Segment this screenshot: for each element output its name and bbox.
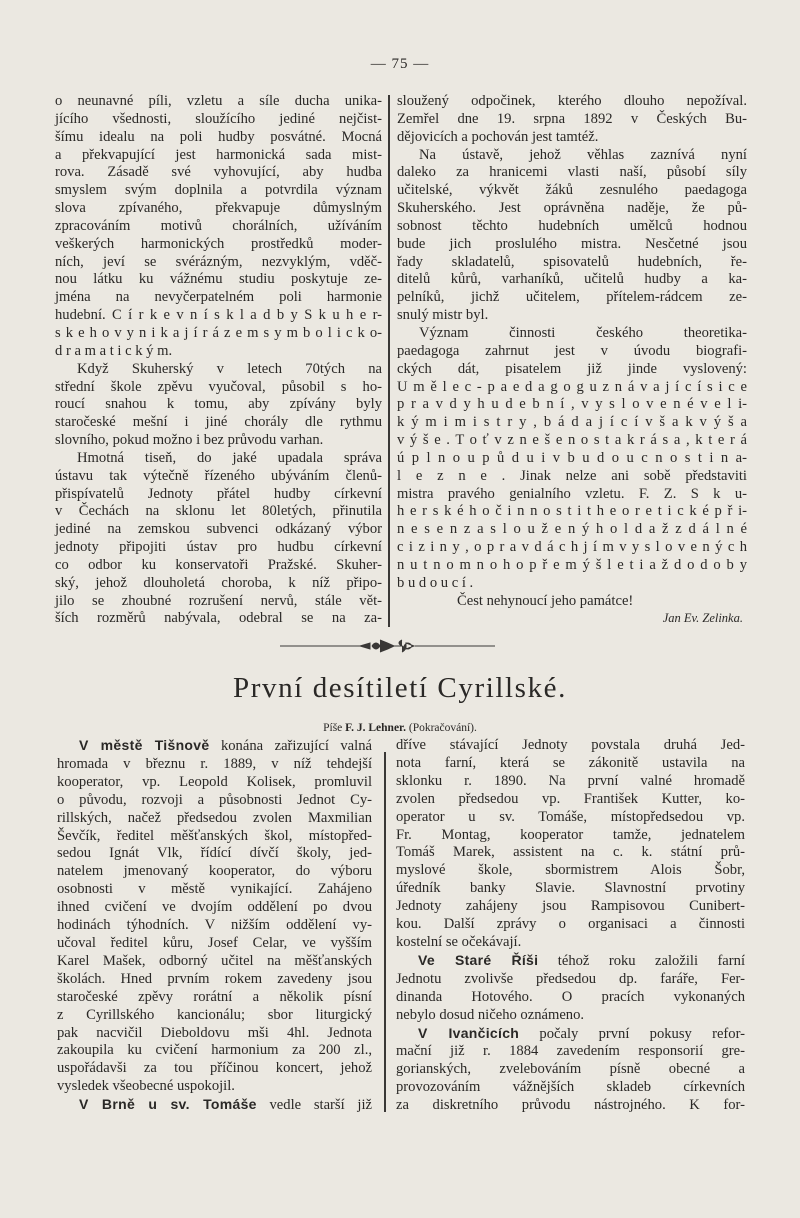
line-text: pelníků, jichž učitelem, přítelem-rádcem ze- bbox=[397, 289, 747, 306]
text-line bbox=[397, 379, 747, 397]
text-line bbox=[57, 810, 372, 828]
text-line bbox=[397, 325, 747, 343]
paragraph bbox=[397, 325, 747, 593]
line-text: o neunavné píli, vzletu a síle ducha unika- bbox=[55, 93, 382, 109]
line-text: provozováním vážnějších skladeb církevních bbox=[396, 1079, 745, 1096]
line-text: hromada v březnu r. 1889, v níž tehdejší bbox=[57, 755, 372, 772]
text-line bbox=[57, 774, 372, 792]
top-left-column bbox=[55, 93, 382, 628]
paragraph-lead: Ve Staré Říši bbox=[418, 951, 539, 968]
text-line bbox=[55, 539, 382, 557]
text-line bbox=[57, 1042, 372, 1060]
text-line bbox=[397, 343, 747, 361]
bottom-left-column bbox=[57, 737, 372, 1115]
paragraph bbox=[396, 952, 745, 1025]
line-text: počaly první pokusy refor- bbox=[519, 1025, 746, 1042]
text-line bbox=[397, 93, 747, 111]
text-line bbox=[396, 737, 745, 755]
text-line bbox=[57, 953, 372, 971]
text-line bbox=[396, 862, 745, 880]
text-line bbox=[57, 863, 372, 881]
section-ornament-icon bbox=[280, 636, 495, 656]
line-text: s k e h o v y n i k a j í r á z e m s y m b o l i c k o- bbox=[55, 324, 382, 341]
text-line bbox=[57, 989, 372, 1007]
line-text: šímu idealu na poli hudby posvátné. Mocná bbox=[55, 128, 382, 145]
text-line bbox=[396, 755, 745, 773]
text-line bbox=[396, 827, 745, 845]
text-line bbox=[55, 593, 382, 611]
text-line bbox=[55, 557, 382, 575]
text-line bbox=[396, 1025, 745, 1044]
text-line bbox=[397, 539, 747, 557]
text-line bbox=[57, 971, 372, 989]
line-text: U m ě l e c - p a e d a g o g u z n á v a j í c í s i c e bbox=[397, 378, 747, 395]
line-text: za diskretního průvodu nástrojného. K for- bbox=[396, 1097, 745, 1114]
text-line bbox=[55, 254, 382, 272]
text-line bbox=[397, 432, 747, 450]
line-text: sloužený odpočinek, kterého dlouho nepožíval. bbox=[397, 93, 747, 109]
line-text: n e s e n z a s l o u ž e n ý h o l d a ž z d á l n é bbox=[397, 521, 747, 538]
top-right-column bbox=[397, 93, 747, 628]
line-text: a překvapující jest harmonická sada mist- bbox=[55, 146, 382, 163]
paragraph-lead: V Brně u sv. Tomáše bbox=[79, 1096, 257, 1113]
text-line bbox=[57, 792, 372, 810]
line-text: zpracováním motivů chorálních, užíváním bbox=[55, 217, 382, 234]
paragraph bbox=[57, 737, 372, 1096]
text-line bbox=[397, 271, 747, 289]
line-text: konána zařizující valná bbox=[209, 738, 372, 754]
text-line bbox=[57, 917, 372, 935]
line-text: operator u sv. Tomáše, místopředsedou vp. bbox=[396, 808, 745, 825]
line-text: bude jich proslulého mistra. Nesčetné jsou bbox=[397, 235, 747, 252]
text-line bbox=[55, 503, 382, 521]
text-line bbox=[397, 503, 747, 521]
text-line bbox=[396, 934, 745, 952]
line-text: hodinách týhodních. V nižším oddělení vy- bbox=[57, 917, 372, 934]
text-line bbox=[55, 343, 382, 361]
paragraph bbox=[396, 737, 745, 952]
line-text: rillských, načež předsedou zvolen Maxmilian bbox=[57, 809, 372, 826]
text-line bbox=[55, 271, 382, 289]
text-line bbox=[397, 414, 747, 432]
line-text: ú p l n o u p ů d u i v b u d o u c n o s t i n a- bbox=[397, 449, 747, 466]
line-text: Fr. Montag, kooperator tamže, jednatelem bbox=[396, 826, 745, 843]
text-line bbox=[397, 521, 747, 539]
line-text: ditelů kůrů, varhaníků, učitelů hudby a ka- bbox=[397, 271, 747, 288]
text-line bbox=[396, 844, 745, 862]
text-line bbox=[57, 845, 372, 863]
text-line bbox=[57, 1025, 372, 1043]
paragraph bbox=[57, 1096, 372, 1115]
line-text: Jednoty zahájeny jsou Rampisovou Cunibert- bbox=[396, 898, 745, 915]
byline-prefix: Píše bbox=[323, 722, 343, 734]
line-text: rova. Zásadě své vyhovující, aby hudba bbox=[55, 164, 382, 181]
line-text: hudební. C í r k e v n í s k l a d b y S k u h e r- bbox=[55, 307, 382, 324]
text-line bbox=[397, 450, 747, 468]
text-line bbox=[396, 1079, 745, 1097]
author-signature: Jan Ev. Zelinka. bbox=[662, 611, 743, 626]
text-line bbox=[55, 361, 382, 379]
line-text: ústavu tak výtečně řízeného ubýváním členů- bbox=[55, 467, 382, 484]
line-text: střední škole zpěvu vyučoval, působil s ho- bbox=[55, 378, 382, 395]
text-line bbox=[55, 307, 382, 325]
text-line bbox=[55, 200, 382, 218]
text-line bbox=[55, 164, 382, 182]
text-line bbox=[55, 468, 382, 486]
text-line bbox=[55, 396, 382, 414]
line-text: ckých dát, pisatelem již jinde vyslovený: bbox=[397, 360, 747, 377]
article-title: První desítiletí Cyrillské. bbox=[233, 672, 567, 704]
text-line bbox=[396, 898, 745, 916]
column-divider bbox=[388, 95, 390, 627]
text-line bbox=[57, 1007, 372, 1025]
text-line bbox=[397, 307, 747, 325]
paragraph bbox=[396, 1025, 745, 1116]
text-line bbox=[397, 236, 747, 254]
text-line bbox=[397, 200, 747, 218]
line-text: v Čechách na sklonu let 80letých, přinutila bbox=[55, 503, 382, 520]
closing-line: Čest nehynoucí jeho památce! bbox=[457, 592, 634, 609]
line-text: v ý š e . T o ť v z n e š e n o s t a k r á s a , k t e r á bbox=[397, 432, 747, 449]
line-text: n u t n o m n o h o p ř e m ý š l e t i a ž d o d o b y bbox=[397, 556, 747, 573]
text-line bbox=[396, 791, 745, 809]
text-line bbox=[57, 881, 372, 899]
paragraph bbox=[55, 93, 382, 361]
line-text: Skuherského. Jest oprávněna naděje, že pů- bbox=[397, 200, 747, 217]
line-text: nebylo dosud ničeho oznámeno. bbox=[396, 1006, 585, 1023]
line-text: sklonku r. 1890. Na první valné hromadě bbox=[396, 772, 745, 789]
line-text: Hmotná tiseň, do jaké upadala správa bbox=[77, 449, 382, 466]
text-line bbox=[396, 989, 745, 1007]
line-text: ihned cvičení ve dvojím oddělení po dvou bbox=[57, 899, 372, 916]
text-line bbox=[396, 773, 745, 791]
line-text: mační již r. 1884 zavedením responsorií gre- bbox=[396, 1043, 745, 1060]
text-line bbox=[55, 325, 382, 343]
text-line bbox=[55, 111, 382, 129]
text-line bbox=[396, 971, 745, 989]
text-line bbox=[396, 952, 745, 971]
byline-author: F. J. Lehner. bbox=[345, 722, 406, 734]
line-text: dějovicích a pochován jest tamtéž. bbox=[397, 128, 599, 145]
line-text: p r a v d y h u d e b n í , v y s l o v e n é v e l i- bbox=[397, 396, 747, 413]
text-line bbox=[397, 557, 747, 575]
line-text: sedou Ignát Vlk, řídící dívčí školy, jed- bbox=[57, 845, 372, 862]
paragraph bbox=[55, 361, 382, 450]
text-line bbox=[55, 289, 382, 307]
text-line bbox=[57, 828, 372, 846]
line-text: Karel Mašek, odborný učitel na měšťanských bbox=[57, 952, 372, 969]
text-line bbox=[397, 361, 747, 379]
line-text: veškerých harmonických prostředků moder- bbox=[55, 235, 382, 252]
column-divider bbox=[384, 752, 386, 1112]
line-text: zakoupila ku cvičení harmonium za 200 zl., bbox=[57, 1042, 372, 1059]
bottom-right-column bbox=[396, 737, 745, 1115]
text-line bbox=[57, 935, 372, 953]
text-line bbox=[55, 486, 382, 504]
line-text: slovního, pokud možno i bez průvodu varhan. bbox=[55, 432, 324, 449]
line-text: roucí snahou k tomu, aby zpívány byly bbox=[55, 396, 382, 413]
line-text: vysledek všeobecné uspokojil. bbox=[57, 1078, 235, 1095]
line-text: daleko za hranicemi vlasti naší, působí síly bbox=[397, 164, 747, 181]
text-line bbox=[55, 379, 382, 397]
line-text: kou. Další zprávy o organisaci a činnosti bbox=[396, 916, 745, 933]
text-line bbox=[55, 610, 382, 628]
line-text: paedagoga zahrnut jest v úvodu biografi- bbox=[397, 342, 747, 359]
line-text: gorianských, zvelebováním písně obecné a bbox=[396, 1061, 745, 1078]
text-line bbox=[57, 1060, 372, 1078]
text-line bbox=[55, 450, 382, 468]
line-text: kostelní se očekávají. bbox=[396, 933, 522, 950]
paragraph-lead: V městě Tišnově bbox=[79, 737, 210, 753]
line-text: vedle starší již bbox=[256, 1097, 372, 1114]
line-text: nota farní, která se zákonitě ustavila na bbox=[396, 754, 745, 771]
text-line bbox=[396, 1097, 745, 1115]
byline-suffix: (Pokračování). bbox=[408, 722, 477, 734]
line-text: přispívatelů Jednoty přátel hudby církevní bbox=[55, 485, 382, 502]
line-text: k ý m i m i s t r y , b á d a j í c í v š a k v ý š a bbox=[397, 414, 747, 431]
line-text: učoval ředitel kůru, Josef Celar, ve vyšším bbox=[57, 934, 372, 951]
line-text: smyslem svým doplnila a potvrdila význam bbox=[55, 182, 382, 199]
text-line bbox=[55, 218, 382, 236]
line-text: l e z n e . Jinak nelze ani sobě představiti bbox=[397, 467, 747, 484]
line-text: úředník banky Slavie. Slavnostní prvotiny bbox=[396, 880, 745, 897]
line-text: d r a m a t i c k ý m. bbox=[55, 342, 173, 359]
line-text: osobnosti v městě vynikající. Zahájeno bbox=[57, 881, 372, 898]
line-text: z Cyrillského kancionálu; sbor liturgický bbox=[57, 1006, 372, 1023]
paragraph bbox=[55, 450, 382, 628]
text-line bbox=[55, 432, 382, 450]
text-line bbox=[57, 1096, 372, 1115]
line-text: o původu, rozvoji a působnosti Jednot Cy- bbox=[57, 791, 372, 808]
text-line bbox=[55, 93, 382, 111]
line-text: ších rozměrů nabývala, odebral se na za- bbox=[55, 610, 382, 627]
line-text: pak nacvičil Dieboldovu mši 4hl. Jednota bbox=[57, 1024, 372, 1041]
line-text: dinanda Hotového. O pracích vykonaných bbox=[396, 988, 745, 1005]
line-text: řady skladatelů, spisovatelů hudebních, ře- bbox=[397, 253, 747, 270]
line-text: natelem jmenovaný kooperator, do výboru bbox=[57, 863, 372, 880]
text-line bbox=[396, 809, 745, 827]
paragraph-lead: V Ivančicích bbox=[418, 1024, 520, 1041]
line-text: Zemřel dne 19. srpna 1892 v Českých Bu- bbox=[397, 110, 747, 127]
line-text: sobnost těchto hudebních umělců hodnou bbox=[397, 217, 747, 234]
text-line bbox=[397, 396, 747, 414]
text-line bbox=[57, 756, 372, 774]
text-line bbox=[55, 182, 382, 200]
text-line bbox=[397, 575, 747, 593]
line-text: Význam činnosti českého theoretika- bbox=[419, 324, 747, 341]
text-line bbox=[397, 111, 747, 129]
text-line bbox=[397, 468, 747, 486]
line-text: nou látku ku vážnému studiu poskytuje ze- bbox=[55, 271, 382, 288]
line-text: myslové škole, sbormistrem Alois Šobr, bbox=[396, 862, 745, 879]
text-line bbox=[397, 218, 747, 236]
text-line bbox=[396, 1061, 745, 1079]
line-text: jícího všednosti, sloužícího jediné nejčist- bbox=[55, 110, 382, 127]
line-text: Když Skuherský v letech 70tých na bbox=[77, 360, 382, 377]
line-text: zvolen předsedou vp. František Kutter, ko- bbox=[396, 790, 745, 807]
line-text: co odbor ku konservatoři Pražské. Skuher- bbox=[55, 556, 382, 573]
text-line bbox=[397, 182, 747, 200]
text-line bbox=[57, 899, 372, 917]
text-line bbox=[57, 1078, 372, 1096]
paragraph bbox=[397, 147, 747, 325]
text-line bbox=[396, 880, 745, 898]
text-line bbox=[55, 521, 382, 539]
line-text: téhož roku založili farní bbox=[538, 952, 745, 969]
line-text: školách. Hned prvním rokem zavedeny jsou bbox=[57, 970, 372, 987]
line-text: jediné na zemskou subvenci odkázaný výbor bbox=[55, 521, 382, 538]
line-text: kooperator, vp. Leopold Kolisek, promluvil bbox=[57, 773, 372, 790]
line-text: Ševčík, ředitel měšťanských škol, místopřed- bbox=[57, 827, 372, 844]
text-line bbox=[397, 164, 747, 182]
text-line bbox=[55, 236, 382, 254]
line-text: dříve stávající Jednoty povstala druhá Jed- bbox=[396, 737, 745, 753]
line-text: c i z i n y , o p r a v d á c h j í m v y s l o v e n ý c h bbox=[397, 539, 747, 556]
text-line bbox=[397, 254, 747, 272]
text-line bbox=[396, 916, 745, 934]
line-text: h e r s k é h o č i n n o s t i t h e o r e t i c k é p ř i- bbox=[397, 503, 747, 520]
text-line bbox=[397, 129, 747, 147]
paragraph bbox=[397, 93, 747, 147]
text-line bbox=[55, 414, 382, 432]
line-text: staročeské zpěvy rorátní a několik písní bbox=[57, 988, 372, 1005]
line-text: mistra pravého genialního vzletu. F. Z. S k u- bbox=[397, 485, 747, 502]
line-text: Jednotu zvolivše předsedou dp. faráře, Fer- bbox=[396, 970, 745, 987]
text-line bbox=[397, 289, 747, 307]
text-line bbox=[396, 1043, 745, 1061]
line-text: jilo se zhoubné rozrušení nervů, stále vět- bbox=[55, 592, 382, 609]
text-line bbox=[55, 129, 382, 147]
line-text: ních, jeví se svérázným, nezvyklým, vděč- bbox=[55, 253, 382, 270]
text-line bbox=[397, 147, 747, 165]
text-line bbox=[57, 737, 372, 756]
line-text: jména na nevyčerpatelném poli harmonie bbox=[55, 289, 382, 306]
line-text: jednoty připojiti ústav pro hudbu církevní bbox=[55, 539, 382, 556]
article-byline bbox=[0, 722, 800, 734]
text-line bbox=[397, 486, 747, 504]
line-text: b u d o u c í . bbox=[397, 574, 474, 591]
page-number: — 75 — bbox=[370, 56, 430, 72]
line-text: ský, jehož dlouholetá choroba, k níž připo- bbox=[55, 574, 382, 591]
line-text: Tomáš Marek, assistent na c. k. státní prů- bbox=[396, 844, 745, 861]
line-text: slova zpívaného, překvapuje důmyslným bbox=[55, 200, 382, 217]
text-line bbox=[396, 1007, 745, 1025]
line-text: staročeské mešní i jiné chorály dle rythmu bbox=[55, 414, 382, 431]
text-line bbox=[55, 575, 382, 593]
line-text: snulý mistr byl. bbox=[397, 307, 489, 324]
line-text: uspořádavši za tou příčinou koncert, jehož bbox=[57, 1060, 372, 1077]
line-text: učitelské, výkvět žáků zesnulého paedagoga bbox=[397, 182, 747, 199]
text-line bbox=[55, 147, 382, 165]
line-text: Na ústavě, jehož věhlas zaznívá nyní bbox=[419, 146, 747, 163]
